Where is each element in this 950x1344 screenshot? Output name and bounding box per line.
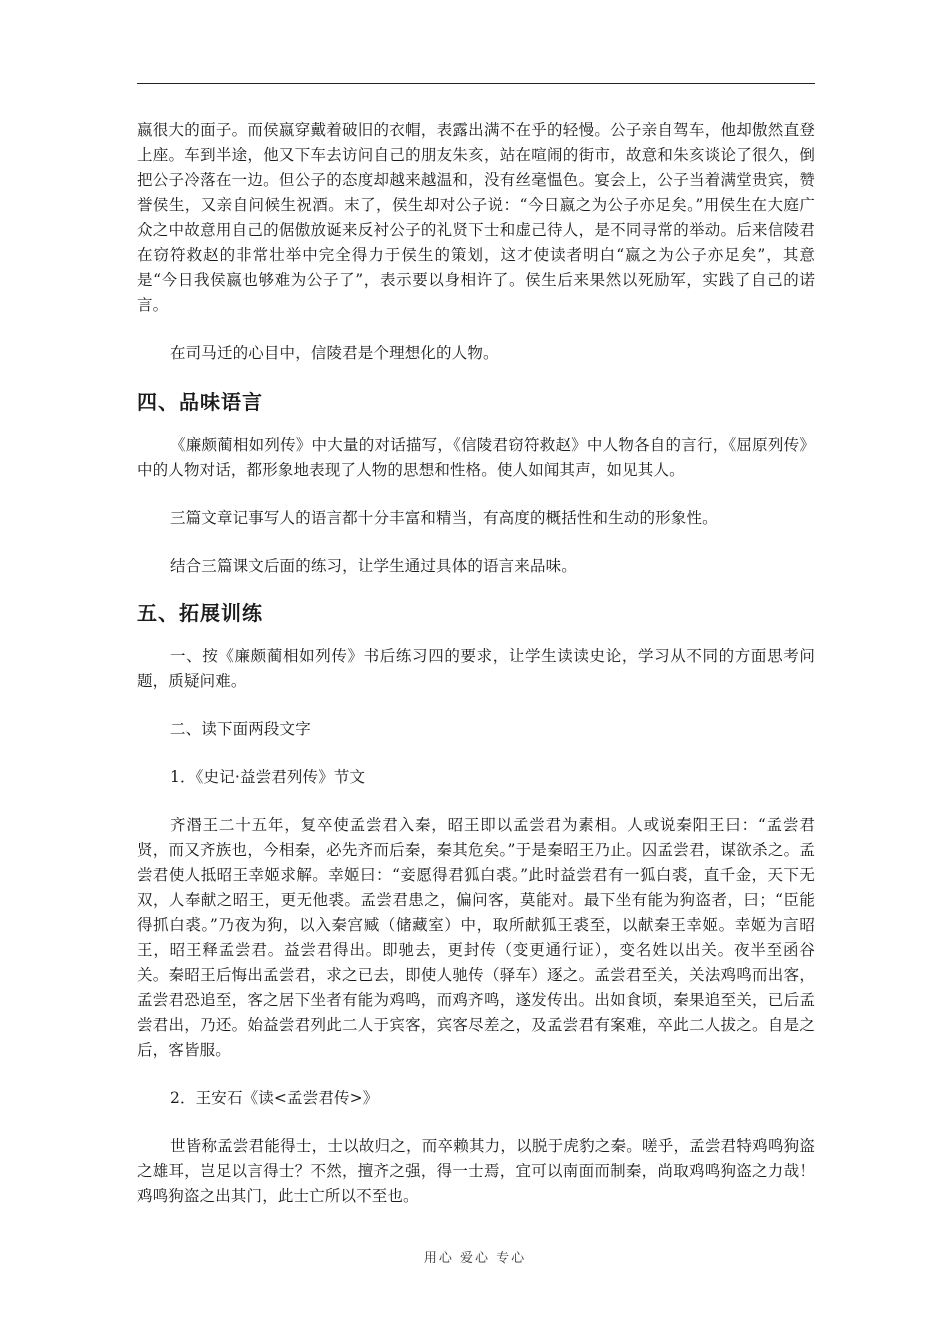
- paragraph-xinlingjun-housheng: 嬴很大的面子。而侯嬴穿戴着破旧的衣帽，表露出满不在乎的轻慢。公子亲自驾车，他却傲然直登上座。车到半途，他又下车去访问自己的朋友朱亥，站在喧闹的街市，故意和朱亥谈论了很久，倒把公子冷落在一边。但公子的态度却越来越温和，没有丝毫愠色。宴会上，公子当着满堂贵宾，赞誉侯生，又亲自问候生祝酒。末了，侯生却对公子说：“今日嬴之为公子亦足矣。”用侯生在大庭广众之中故意用自己的倨傲放诞来反衬公子的礼贤下士和虚己待人，是不同寻常的举动。后来信陵君在窃符救赵的非常壮举中完全得力于侯生的策划，这才使读者明白“嬴之为公子亦足矣”，其意是“今日我侯嬴也够难为公子了”，表示要以身相许了。侯生后来果然以死励军，实践了自己的诺言。: [137, 121, 815, 314]
- header-rule: [137, 83, 815, 84]
- page-footer: 用心 爱心 专心: [423, 1251, 527, 1266]
- section-heading-extension: 五、拓展训练: [137, 601, 263, 625]
- paragraph-wang-anshi: 世皆称孟尝君能得士，士以故归之，而卒赖其力，以脱于虎豹之秦。嗟乎，孟尝君特鸡鸣狗盗之雄耳，岂足以言得士？不然，擅齐之强，得一士焉，宜可以南面而制秦，尚取鸡鸣狗盗之力哉！鸡鸣狗盗之出其门，此士亡所以不至也。: [137, 1137, 815, 1205]
- paragraph-excerpt-one-title: 1．《史记·益尝君列传》节文: [170, 768, 366, 786]
- section-heading-language: 四、品味语言: [137, 390, 263, 414]
- paragraph-excerpt-two-title: 2．王安石《读<孟尝君传>》: [170, 1089, 379, 1107]
- paragraph-dialogue: 《廉颇蔺相如列传》中大量的对话描写，《信陵君窃符救赵》中人物各自的言行，《屈原列传》中的人物对话，都形象地表现了人物的思想和性格。使人如闻其声，如见其人。: [137, 436, 815, 479]
- paragraph-task-one: 一、按《廉颇蔺相如列传》书后练习四的要求，让学生读读史论，学习从不同的方面思考问题，质疑问难。: [137, 647, 815, 690]
- paragraph-exercises: 结合三篇课文后面的练习，让学生通过具体的语言来品味。: [170, 557, 577, 575]
- paragraph-ideal-figure: 在司马迁的心目中，信陵君是个理想化的人物。: [170, 344, 499, 362]
- paragraph-language-quality: 三篇文章记事写人的语言都十分丰富和精当，有高度的概括性和生动的形象性。: [170, 509, 718, 527]
- document-body: [137, 118, 815, 1209]
- paragraph-task-two: 二、读下面两段文字: [170, 720, 311, 738]
- paragraph-shiji-excerpt: 齐湣王二十五年，复卒使孟尝君入秦，昭王即以孟尝君为素相。人或说秦阳王曰：“孟尝君贤，而又齐族也，今相秦，必先齐而后秦，秦其危矣。”于是秦昭王乃止。囚孟尝君，谋欲杀之。孟尝君使人抵昭王幸姬求解。幸姬曰：“妾愿得君狐白裘。”此时益尝君有一狐白裘，直千金，天下无双，人奉献之昭王，更无他裘。孟尝君患之，偏问客，莫能对。最下坐有能为狗盗者，曰；“臣能得抓白裘。”乃夜为狗，以入秦宫臧（储藏室）中，取所献狐王裘至，以献秦王幸姬。幸姬为言昭王，昭王释孟尝君。益尝君得出。即驰去，更封传（变更通行证），变名姓以出关。夜半至函谷关。秦昭王后悔出孟尝君，求之已去，即使人驰传（驿车）逐之。孟尝君至关，关法鸡鸣而出客，孟尝君恐追至，客之居下坐者有能为鸡鸣，而鸡齐鸣，遂发传出。出如食顷，秦果追至关，已后孟尝君出，乃还。始益尝君列此二人于宾客，宾客尽差之，及孟尝君有案难，卒此二人拔之。自是之后，客皆服。: [137, 816, 815, 1059]
